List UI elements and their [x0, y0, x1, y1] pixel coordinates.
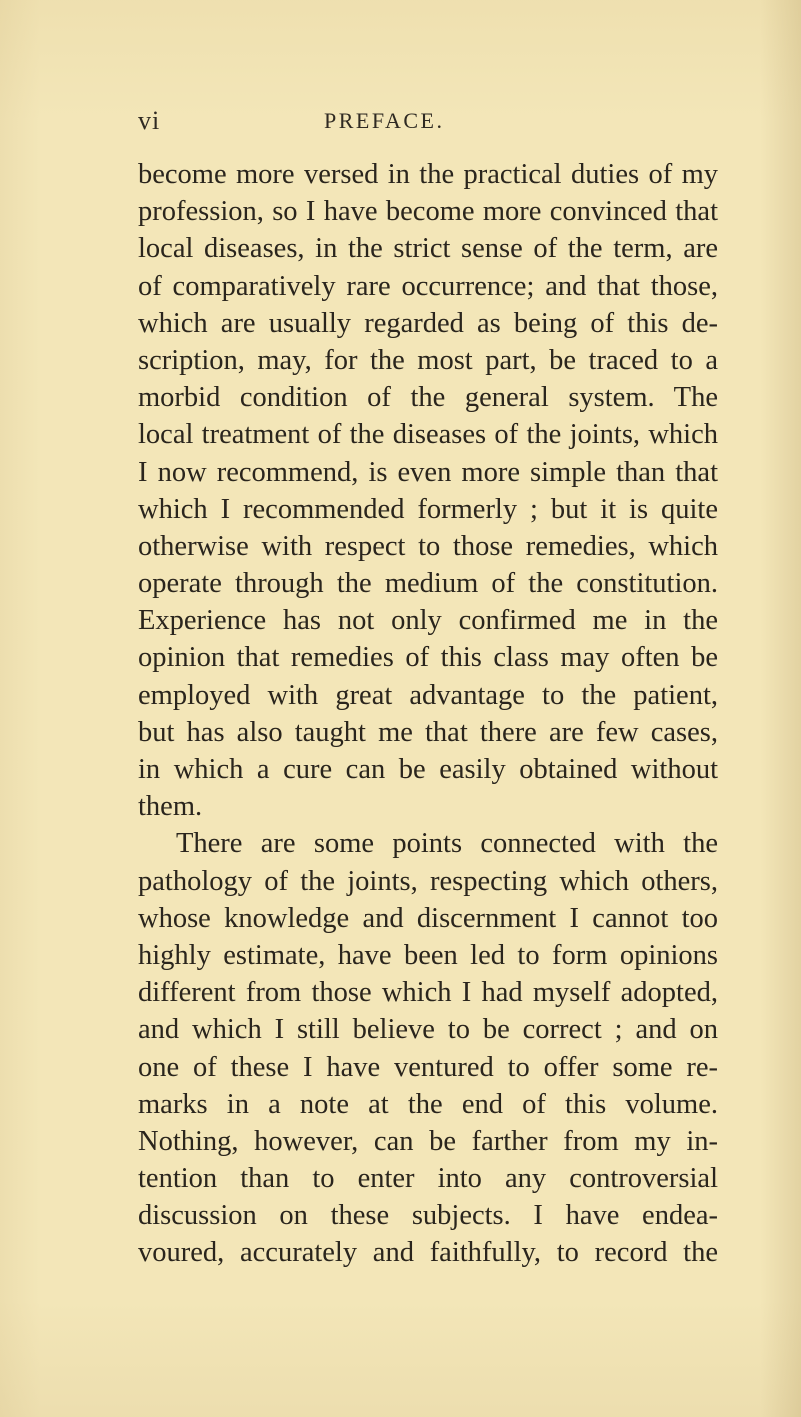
text-line: become more versed in the practical duties of my [138, 159, 718, 190]
text-line: morbid condition of the general system. The [138, 382, 718, 414]
text-line: of comparatively rare occurrence; and that those, [138, 270, 718, 302]
text-line: scription, may, for the most part, be traced to a [138, 344, 718, 376]
text-line: opinion that remedies of this class may often be [138, 642, 718, 674]
text-line: different from those which I had myself adopted, [138, 977, 718, 1009]
text-line: tention than to enter into any controversial [138, 1163, 718, 1195]
text-line: employed with great advantage to the patient, [138, 679, 718, 711]
text-line: whose knowledge and discernment I cannot too [138, 902, 718, 934]
text-line: in which a cure can be easily obtained without [138, 754, 718, 785]
text-line: Nothing, however, can be farther from my in- [138, 1125, 718, 1157]
text-line: I now recommend, is even more simple than that [138, 456, 718, 488]
page-header [138, 106, 718, 140]
text-line: pathology of the joints, respecting which others, [138, 865, 718, 897]
text-line: Experience has not only confirmed me in the [138, 605, 718, 637]
paragraph-end-line: them. [138, 791, 203, 823]
text-line: otherwise with respect to those remedies, which [138, 530, 718, 562]
running-head: PREFACE. [324, 108, 445, 133]
text-line: which are usually regarded as being of this de- [138, 307, 718, 339]
text-line: one of these I have ventured to offer some re- [138, 1051, 718, 1083]
text-line: local diseases, in the strict sense of the term, are [138, 233, 718, 265]
text-line: marks in a note at the end of this volume. [138, 1088, 718, 1120]
text-line: highly estimate, have been led to form opinions [138, 939, 718, 971]
text-line: local treatment of the diseases of the joints, which [138, 419, 718, 451]
body-text [138, 156, 718, 1272]
paragraph-first-line: There are some points connected with the [176, 828, 718, 860]
text-line: operate through the medium of the constitution. [138, 568, 718, 600]
text-line: voured, accurately and faithfully, to record the [138, 1237, 718, 1269]
text-line: which I recommended formerly ; but it is quite [138, 493, 718, 525]
text-line: and which I still believe to be correct ; and on [138, 1014, 718, 1046]
text-line: profession, so I have become more convinced that [138, 196, 718, 228]
page-number: vi [138, 106, 161, 135]
text-line: discussion on these subjects. I have endea- [138, 1200, 718, 1232]
text-line: but has also taught me that there are few cases, [138, 716, 718, 748]
